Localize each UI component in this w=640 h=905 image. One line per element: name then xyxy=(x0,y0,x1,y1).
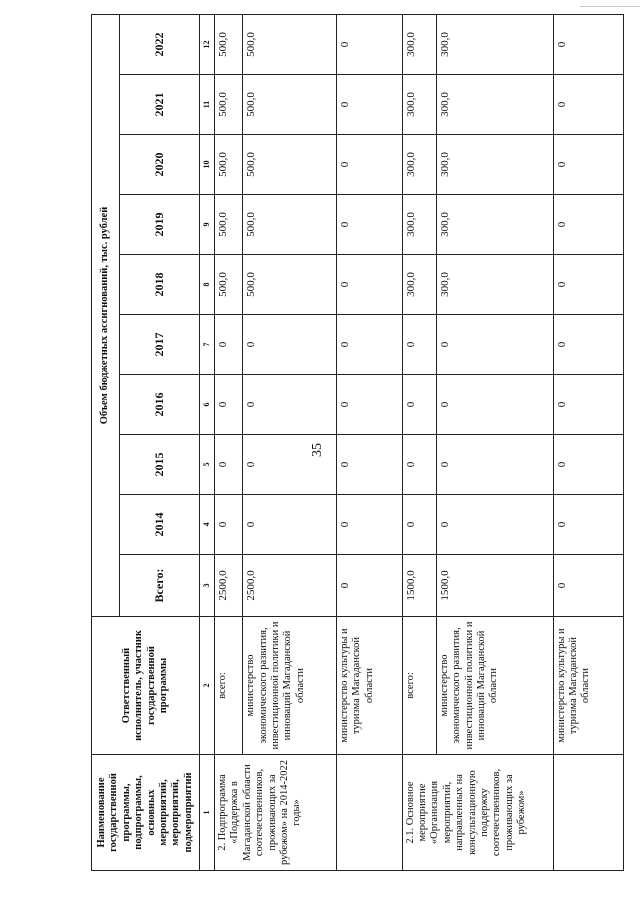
value-cell: 0 xyxy=(553,495,623,555)
header-year: 2020 xyxy=(120,135,200,195)
column-number: 9 xyxy=(200,195,215,255)
value-cell: 0 xyxy=(553,435,623,495)
budget-table xyxy=(91,14,624,871)
total-cell: 0 xyxy=(553,555,623,617)
value-cell: 0 xyxy=(553,75,623,135)
value-cell: 0 xyxy=(243,495,337,555)
value-cell: 0 xyxy=(336,435,402,495)
value-cell: 0 xyxy=(243,375,337,435)
executor-cell: министерство экономического развития, инвестиционной политики и инноваций Магаданской области xyxy=(243,617,337,755)
header-year: 2016 xyxy=(120,375,200,435)
total-cell: 0 xyxy=(336,555,402,617)
table-row xyxy=(553,14,623,870)
value-cell: 0 xyxy=(336,195,402,255)
value-cell: 500,0 xyxy=(215,75,243,135)
value-cell: 300,0 xyxy=(402,14,436,74)
header-year: 2018 xyxy=(120,255,200,315)
column-number: 8 xyxy=(200,255,215,315)
value-cell: 0 xyxy=(336,135,402,195)
table-row xyxy=(336,14,402,870)
value-cell: 500,0 xyxy=(243,135,337,195)
event-name-cell xyxy=(553,755,623,871)
column-number: 3 xyxy=(200,555,215,617)
value-cell: 0 xyxy=(436,495,553,555)
header-executor-column: Ответственный исполнитель, участник государственной программы xyxy=(92,617,200,755)
value-cell: 0 xyxy=(436,375,553,435)
value-cell: 0 xyxy=(402,435,436,495)
value-cell: 0 xyxy=(553,255,623,315)
value-cell: 0 xyxy=(553,315,623,375)
event-name-cell: 2.1. Основное мероприятие «Организация мероприятий, направленных на консультационную поддержку соотечественников, проживающих за рубежом» xyxy=(402,755,553,871)
value-cell: 0 xyxy=(553,135,623,195)
value-cell: 500,0 xyxy=(215,135,243,195)
value-cell: 300,0 xyxy=(436,75,553,135)
column-number: 5 xyxy=(200,435,215,495)
executor-cell: министерство культуры и туризма Магаданской области xyxy=(553,617,623,755)
value-cell: 0 xyxy=(402,375,436,435)
table-row xyxy=(402,14,436,870)
value-cell: 300,0 xyxy=(436,195,553,255)
column-number: 2 xyxy=(200,617,215,755)
program-name-cell xyxy=(336,755,402,871)
header-budget-group: Объем бюджетных ассигнований, тыс. рублей xyxy=(92,14,120,616)
header-year: 2014 xyxy=(120,495,200,555)
header-year: 2019 xyxy=(120,195,200,255)
column-number: 6 xyxy=(200,375,215,435)
value-cell: 0 xyxy=(215,435,243,495)
value-cell: 0 xyxy=(336,14,402,74)
rotated-sheet xyxy=(91,15,624,871)
value-cell: 0 xyxy=(402,495,436,555)
table-row xyxy=(436,14,553,870)
value-cell: 0 xyxy=(243,315,337,375)
value-cell: 500,0 xyxy=(243,255,337,315)
value-cell: 500,0 xyxy=(243,195,337,255)
value-cell: 300,0 xyxy=(436,14,553,74)
value-cell: 500,0 xyxy=(215,195,243,255)
total-cell: 1500,0 xyxy=(436,555,553,617)
value-cell: 0 xyxy=(553,375,623,435)
executor-cell: министерство культуры и туризма Магаданской области xyxy=(336,617,402,755)
column-number: 1 xyxy=(200,755,215,871)
value-cell: 0 xyxy=(215,495,243,555)
value-cell: 0 xyxy=(336,255,402,315)
value-cell: 0 xyxy=(402,315,436,375)
page-number: 35 xyxy=(310,443,325,457)
executor-cell: всего: xyxy=(402,617,436,755)
column-number: 12 xyxy=(200,14,215,74)
table-row xyxy=(243,14,337,870)
header-year: 2015 xyxy=(120,435,200,495)
total-cell: 2500,0 xyxy=(215,555,243,617)
header-name-column: Наименование государственной программы, подпрограммы, основных мероприятий, мероприятий, подмероприятий xyxy=(92,755,200,871)
header-year: 2021 xyxy=(120,75,200,135)
header-year: 2017 xyxy=(120,315,200,375)
value-cell: 0 xyxy=(215,375,243,435)
value-cell: 0 xyxy=(336,75,402,135)
column-numbering-row xyxy=(200,14,215,870)
value-cell: 300,0 xyxy=(402,135,436,195)
value-cell: 300,0 xyxy=(402,195,436,255)
value-cell: 500,0 xyxy=(215,255,243,315)
value-cell: 300,0 xyxy=(436,255,553,315)
total-cell: 2500,0 xyxy=(243,555,337,617)
top-right-rule xyxy=(580,6,640,7)
value-cell: 0 xyxy=(336,315,402,375)
total-cell: 1500,0 xyxy=(402,555,436,617)
value-cell: 0 xyxy=(336,495,402,555)
value-cell: 300,0 xyxy=(436,135,553,195)
value-cell: 0 xyxy=(336,375,402,435)
value-cell: 0 xyxy=(553,195,623,255)
column-number: 11 xyxy=(200,75,215,135)
program-name-cell: 2. Подпрограмма «Поддержка в Магаданской области соотечественников, проживающих за рубежом» на 2014-2022 годы» xyxy=(215,755,337,871)
executor-cell: всего: xyxy=(215,617,243,755)
value-cell: 0 xyxy=(215,315,243,375)
value-cell: 500,0 xyxy=(215,14,243,74)
value-cell: 0 xyxy=(553,14,623,74)
column-number: 10 xyxy=(200,135,215,195)
column-number: 4 xyxy=(200,495,215,555)
value-cell: 0 xyxy=(243,435,337,495)
header-total: Всего: xyxy=(120,555,200,617)
value-cell: 0 xyxy=(436,435,553,495)
value-cell: 500,0 xyxy=(243,75,337,135)
executor-cell: министерство экономического развития, инвестиционной политики и инноваций Магаданской области xyxy=(436,617,553,755)
column-number: 7 xyxy=(200,315,215,375)
value-cell: 500,0 xyxy=(243,14,337,74)
header-year: 2022 xyxy=(120,14,200,74)
value-cell: 300,0 xyxy=(402,75,436,135)
value-cell: 0 xyxy=(436,315,553,375)
table-row xyxy=(215,14,243,870)
value-cell: 300,0 xyxy=(402,255,436,315)
